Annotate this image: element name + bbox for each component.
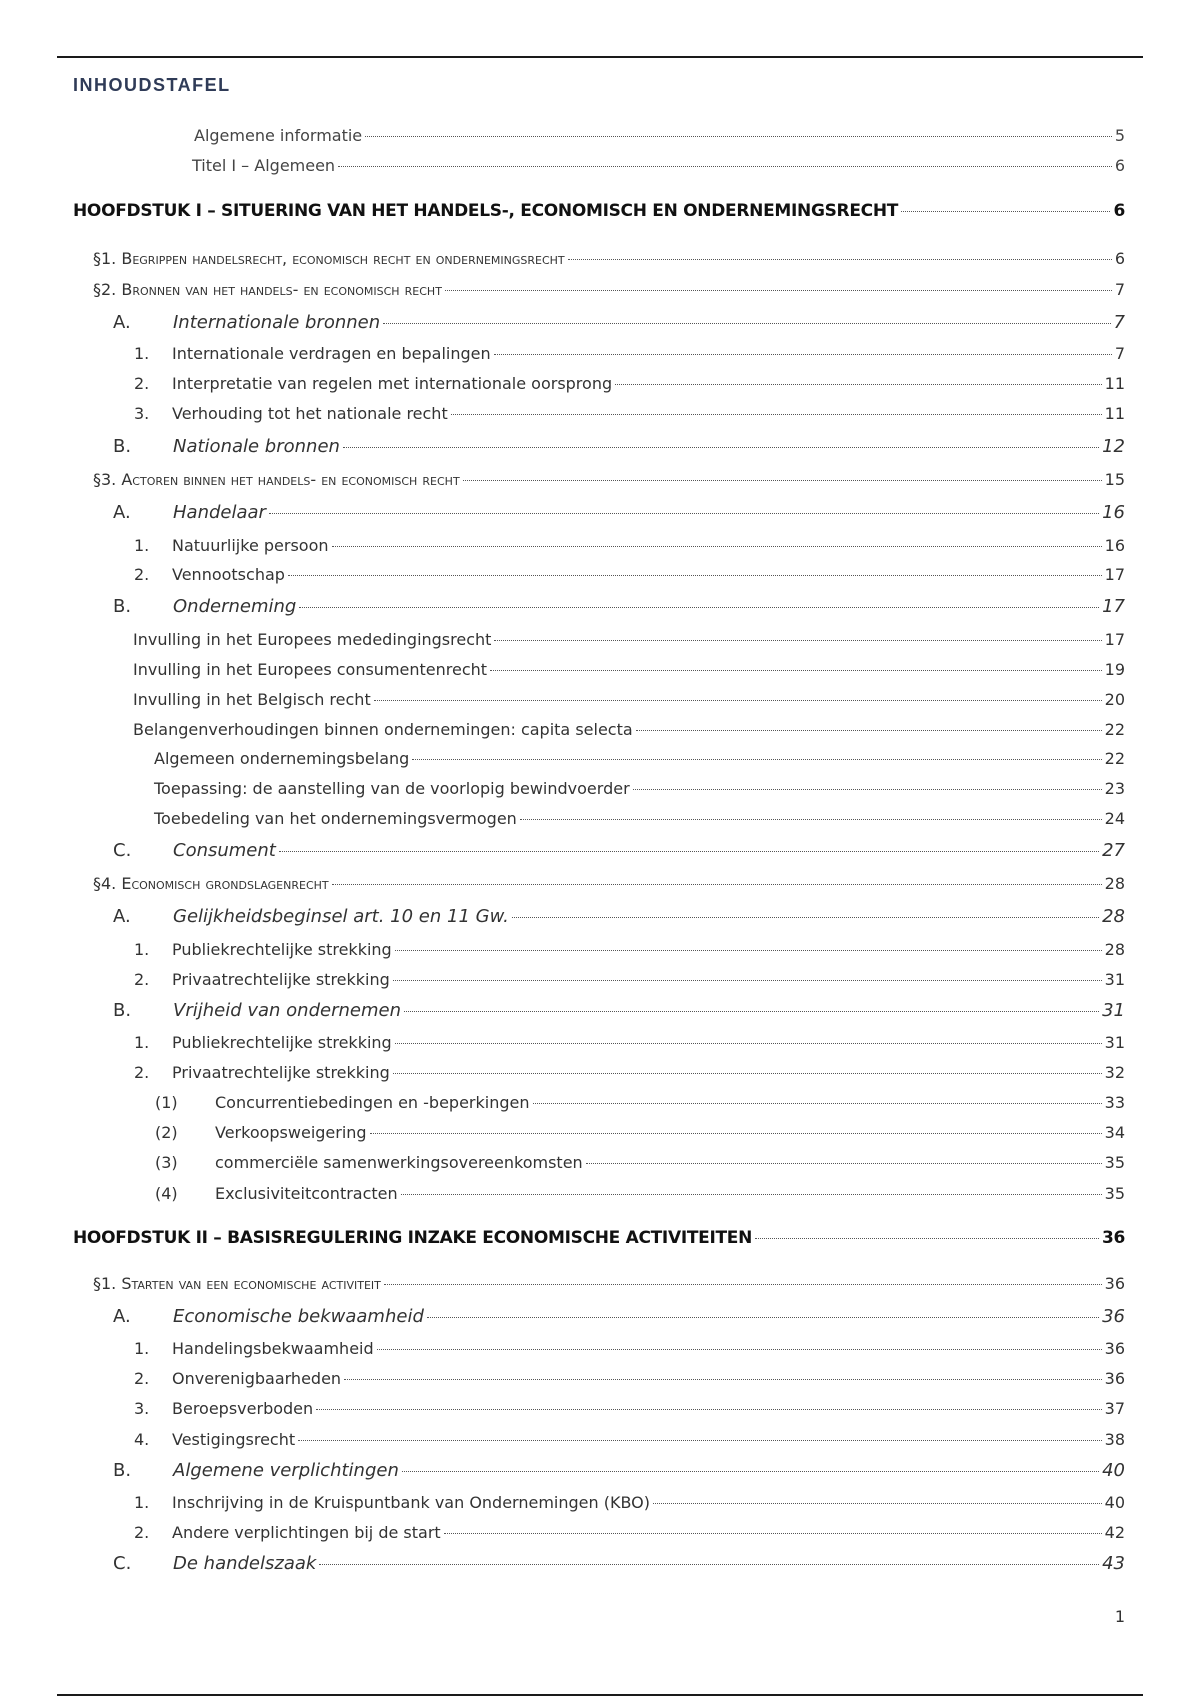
toc-number: B. bbox=[113, 596, 132, 617]
toc-page: 36 bbox=[1104, 1369, 1125, 1388]
toc-subsection[interactable] bbox=[113, 1553, 1125, 1574]
toc-label: Gelijkheidsbeginsel art. 10 en 11 Gw. bbox=[173, 906, 509, 927]
toc-page: 22 bbox=[1104, 749, 1125, 768]
toc-label: Publiekrechtelijke strekking bbox=[172, 1033, 392, 1052]
toc-label: Andere verplichtingen bij de start bbox=[172, 1523, 441, 1542]
toc-label: Internationale bronnen bbox=[173, 312, 381, 333]
toc-label: Exclusiviteitcontracten bbox=[215, 1184, 398, 1203]
toc-label: Handelingsbekwaamheid bbox=[172, 1339, 374, 1358]
toc-page: 31 bbox=[1104, 970, 1125, 989]
toc-label: Invulling in het Europees mededingingsrecht bbox=[133, 630, 492, 649]
toc-page: 17 bbox=[1104, 630, 1125, 649]
toc-page: 31 bbox=[1102, 1000, 1125, 1021]
toc-item[interactable] bbox=[134, 1430, 1125, 1449]
toc-page: 17 bbox=[1104, 565, 1125, 584]
toc-number: A. bbox=[113, 312, 131, 333]
toc-label: Belangenverhoudingen binnen ondernemingen: capita selecta bbox=[133, 720, 633, 739]
toc-page: 35 bbox=[1104, 1184, 1125, 1203]
toc-subsection[interactable] bbox=[113, 436, 1125, 457]
toc-page: 16 bbox=[1104, 536, 1125, 555]
toc-number: (1) bbox=[155, 1093, 178, 1112]
toc-page: 6 bbox=[1114, 249, 1125, 268]
toc-label: Invulling in het Belgisch recht bbox=[133, 690, 371, 709]
toc-number: (2) bbox=[155, 1123, 178, 1142]
toc-number: 2. bbox=[134, 1369, 150, 1388]
toc-item[interactable] bbox=[134, 1493, 1125, 1512]
toc-section[interactable] bbox=[93, 470, 1125, 489]
toc-page: 32 bbox=[1104, 1063, 1125, 1082]
toc-page: 38 bbox=[1104, 1430, 1125, 1449]
toc-page: 36 bbox=[1101, 1228, 1125, 1248]
toc-number: 1. bbox=[134, 344, 150, 363]
toc-number: (4) bbox=[155, 1184, 178, 1203]
toc-page: 40 bbox=[1104, 1493, 1125, 1512]
toc-page: 17 bbox=[1102, 596, 1125, 617]
toc-page: 27 bbox=[1102, 840, 1125, 861]
toc-subsection[interactable] bbox=[113, 840, 1125, 861]
toc-label: Algemene informatie bbox=[194, 126, 363, 145]
toc-page: 24 bbox=[1104, 809, 1125, 828]
toc-entry[interactable] bbox=[192, 156, 1125, 175]
toc-number: 1. bbox=[134, 536, 150, 555]
toc-page: 43 bbox=[1102, 1553, 1125, 1574]
toc-item[interactable] bbox=[134, 344, 1125, 363]
page-number: 1 bbox=[1114, 1607, 1125, 1626]
toc-label: HOOFDSTUK I – SITUERING VAN HET HANDELS-, ECONOMISCH EN ONDERNEMINGSRECHT bbox=[73, 201, 899, 221]
toc-page: 7 bbox=[1114, 280, 1125, 299]
toc-label: Beroepsverboden bbox=[172, 1399, 314, 1418]
header-rule bbox=[57, 56, 1143, 58]
toc-number: A. bbox=[113, 1306, 131, 1327]
toc-section[interactable] bbox=[93, 249, 1125, 268]
toc-label: Privaatrechtelijke strekking bbox=[172, 1063, 390, 1082]
toc-label: HOOFDSTUK II – BASISREGULERING INZAKE ECONOMISCHE ACTIVITEITEN bbox=[73, 1228, 753, 1248]
toc-label: commerciële samenwerkingsovereenkomsten bbox=[215, 1153, 583, 1172]
toc-item[interactable] bbox=[134, 1523, 1125, 1542]
toc-item[interactable] bbox=[133, 720, 1125, 739]
toc-label: Vrijheid van ondernemen bbox=[173, 1000, 401, 1021]
toc-page: 28 bbox=[1102, 906, 1125, 927]
toc-page: 11 bbox=[1104, 404, 1125, 423]
toc-page: 15 bbox=[1104, 470, 1125, 489]
toc-entry[interactable] bbox=[194, 126, 1125, 145]
toc-item[interactable] bbox=[134, 536, 1125, 555]
toc-label: Inschrijving in de Kruispuntbank van Ondernemingen (KBO) bbox=[172, 1493, 650, 1512]
toc-subsection[interactable] bbox=[113, 502, 1125, 523]
toc-page: 16 bbox=[1102, 502, 1125, 523]
toc-page: 40 bbox=[1102, 1460, 1125, 1481]
toc-item[interactable] bbox=[155, 1123, 1125, 1142]
toc-number: 3. bbox=[134, 404, 150, 423]
toc-page: 20 bbox=[1104, 690, 1125, 709]
toc-label: Titel I – Algemeen bbox=[192, 156, 336, 175]
toc-number: 2. bbox=[134, 970, 150, 989]
footer-rule bbox=[57, 1694, 1143, 1696]
toc-number: 2. bbox=[134, 1063, 150, 1082]
toc-item[interactable] bbox=[154, 749, 1125, 768]
toc-number: A. bbox=[113, 502, 131, 523]
toc-label: Verkoopsweigering bbox=[215, 1123, 367, 1142]
toc-title: INHOUDSTAFEL bbox=[73, 75, 231, 95]
toc-page: 28 bbox=[1104, 874, 1125, 893]
toc-number: B. bbox=[113, 1000, 132, 1021]
toc-label: Toepassing: de aanstelling van de voorlopig bewindvoerder bbox=[154, 779, 630, 798]
toc-item[interactable] bbox=[134, 1033, 1125, 1052]
toc-item[interactable] bbox=[154, 809, 1125, 828]
toc-item[interactable] bbox=[134, 1063, 1125, 1082]
toc-page: 42 bbox=[1104, 1523, 1125, 1542]
toc-chapter[interactable] bbox=[73, 1228, 1125, 1248]
toc-label: Internationale verdragen en bepalingen bbox=[172, 344, 491, 363]
toc-item[interactable] bbox=[154, 779, 1125, 798]
toc-item[interactable] bbox=[134, 970, 1125, 989]
toc-subsection[interactable] bbox=[113, 1460, 1125, 1481]
toc-number: 1. bbox=[134, 1493, 150, 1512]
toc-page: 7 bbox=[1114, 344, 1125, 363]
toc-item[interactable] bbox=[134, 565, 1125, 584]
toc-number: (3) bbox=[155, 1153, 178, 1172]
toc-page: 12 bbox=[1102, 436, 1125, 457]
toc-number: 3. bbox=[134, 1399, 150, 1418]
toc-label: Verhouding tot het nationale recht bbox=[172, 404, 448, 423]
toc-number: B. bbox=[113, 436, 132, 457]
toc-label: Nationale bronnen bbox=[173, 436, 340, 457]
toc-page: 5 bbox=[1114, 126, 1125, 145]
toc-label: Vennootschap bbox=[172, 565, 285, 584]
toc-item[interactable] bbox=[133, 660, 1125, 679]
toc-number: 4. bbox=[134, 1430, 150, 1449]
toc-subsection[interactable] bbox=[113, 1000, 1125, 1021]
toc-label: Invulling in het Europees consumentenrecht bbox=[133, 660, 488, 679]
toc-page: 6 bbox=[1113, 201, 1125, 221]
toc-subsection[interactable] bbox=[113, 906, 1125, 927]
toc-number: C. bbox=[113, 840, 132, 861]
toc-label: Toebedeling van het ondernemingsvermogen bbox=[154, 809, 517, 828]
toc-item[interactable] bbox=[134, 940, 1125, 959]
toc-item[interactable] bbox=[134, 1399, 1125, 1418]
toc-item[interactable] bbox=[134, 404, 1125, 423]
toc-page: 28 bbox=[1104, 940, 1125, 959]
toc-number: 1. bbox=[134, 940, 150, 959]
toc-label: §1. Begrippen handelsrecht, economisch recht en ondernemingsrecht bbox=[93, 249, 565, 268]
toc-label: Onderneming bbox=[173, 596, 297, 617]
toc-page: 35 bbox=[1104, 1153, 1125, 1172]
toc-page: 11 bbox=[1104, 374, 1125, 393]
toc-page: 33 bbox=[1104, 1093, 1125, 1112]
toc-item[interactable] bbox=[134, 1339, 1125, 1358]
toc-label: Consument bbox=[173, 840, 276, 861]
toc-label: Algemeen ondernemingsbelang bbox=[154, 749, 410, 768]
toc-item[interactable] bbox=[134, 1369, 1125, 1388]
toc-page: 19 bbox=[1104, 660, 1125, 679]
toc-label: Vestigingsrecht bbox=[172, 1430, 296, 1449]
toc-label: §3. Actoren binnen het handels- en economisch recht bbox=[93, 470, 460, 489]
toc-page: 7 bbox=[1113, 312, 1125, 333]
toc-page: 31 bbox=[1104, 1033, 1125, 1052]
toc-section[interactable] bbox=[93, 280, 1125, 299]
toc-number: 2. bbox=[134, 565, 150, 584]
toc-label: §2. Bronnen van het handels- en economisch recht bbox=[93, 280, 442, 299]
toc-section[interactable] bbox=[93, 1274, 1125, 1293]
toc-label: Onverenigbaarheden bbox=[172, 1369, 342, 1388]
toc-subsection[interactable] bbox=[113, 1306, 1125, 1327]
toc-number: 2. bbox=[134, 1523, 150, 1542]
toc-item[interactable] bbox=[133, 690, 1125, 709]
toc-page: 36 bbox=[1102, 1306, 1125, 1327]
toc-number: B. bbox=[113, 1460, 132, 1481]
toc-label: Privaatrechtelijke strekking bbox=[172, 970, 390, 989]
toc-number: 1. bbox=[134, 1339, 150, 1358]
toc-label: De handelszaak bbox=[173, 1553, 317, 1574]
toc-item[interactable] bbox=[155, 1184, 1125, 1203]
toc-item[interactable] bbox=[155, 1153, 1125, 1172]
toc-page: 34 bbox=[1104, 1123, 1125, 1142]
toc-label: Interpretatie van regelen met internationale oorsprong bbox=[172, 374, 613, 393]
toc-subsection[interactable] bbox=[113, 312, 1125, 333]
toc-label: Handelaar bbox=[173, 502, 266, 523]
toc-page: 6 bbox=[1114, 156, 1125, 175]
toc-number: A. bbox=[113, 906, 131, 927]
toc-item[interactable] bbox=[133, 630, 1125, 649]
toc-item[interactable] bbox=[134, 374, 1125, 393]
toc-label: §4. Economisch grondslagenrecht bbox=[93, 874, 329, 893]
toc-subsection[interactable] bbox=[113, 596, 1125, 617]
toc-number: 1. bbox=[134, 1033, 150, 1052]
toc-page: 23 bbox=[1104, 779, 1125, 798]
toc-page: 36 bbox=[1104, 1274, 1125, 1293]
toc-item[interactable] bbox=[155, 1093, 1125, 1112]
toc-chapter[interactable] bbox=[73, 201, 1125, 221]
toc-label: Concurrentiebedingen en -beperkingen bbox=[215, 1093, 530, 1112]
toc-label: §1. Starten van een economische activiteit bbox=[93, 1274, 381, 1293]
toc-page: 22 bbox=[1104, 720, 1125, 739]
toc-number: 2. bbox=[134, 374, 150, 393]
toc-page: 37 bbox=[1104, 1399, 1125, 1418]
toc-page: 36 bbox=[1104, 1339, 1125, 1358]
toc-number: C. bbox=[113, 1553, 132, 1574]
toc-label: Publiekrechtelijke strekking bbox=[172, 940, 392, 959]
toc-label: Natuurlijke persoon bbox=[172, 536, 329, 555]
toc-section[interactable] bbox=[93, 874, 1125, 893]
toc-label: Algemene verplichtingen bbox=[173, 1460, 399, 1481]
toc-label: Economische bekwaamheid bbox=[173, 1306, 424, 1327]
